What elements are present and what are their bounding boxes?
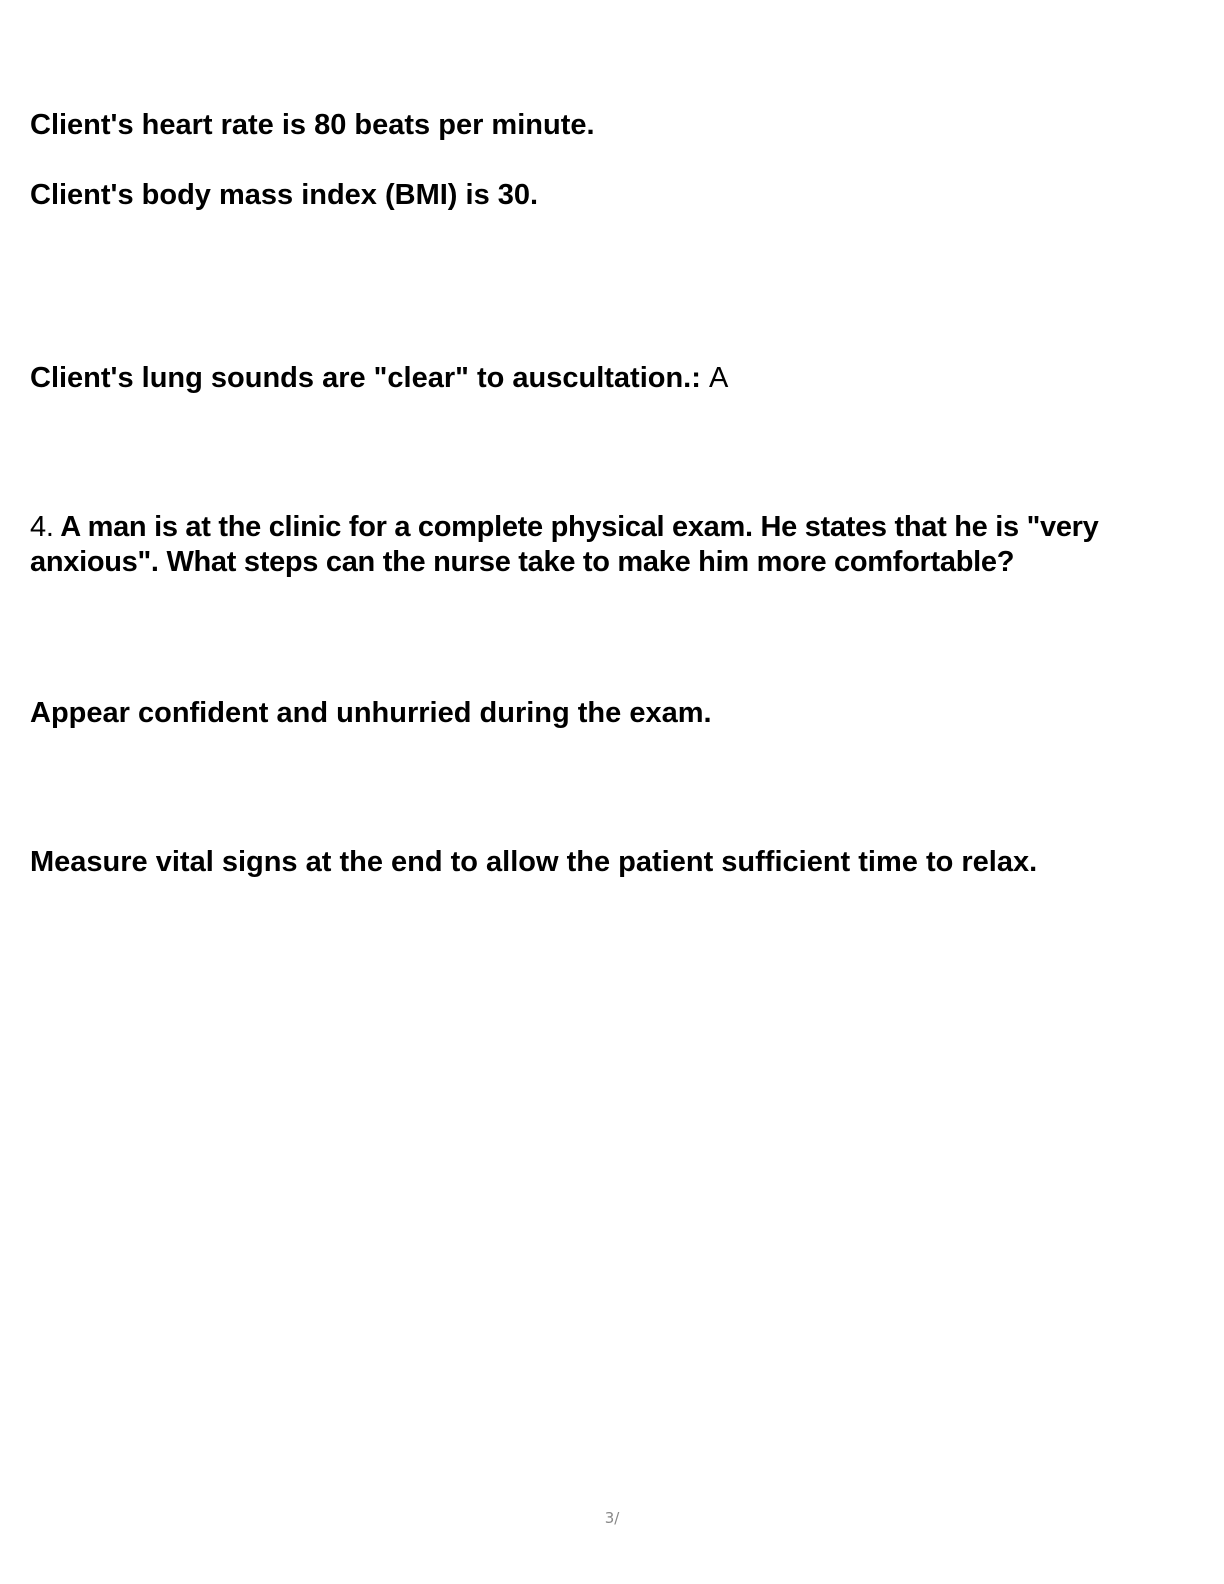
heart-rate-statement: Client's heart rate is 80 beats per minute. [30, 109, 595, 141]
bmi-statement: Client's body mass index (BMI) is 30. [30, 179, 539, 211]
question-4-text-2: anxious". What steps can the nurse take to make him more comfortable? [30, 546, 1015, 578]
lung-sounds-text: Client's lung sounds are "clear" to auscultation.: [30, 362, 701, 394]
question-4 [30, 510, 1200, 580]
question-number: 4. [30, 511, 54, 543]
page-number: 3/ [604, 1509, 620, 1527]
question-4-text-1: A man is at the clinic for a complete physical exam. He states that he is "very [60, 511, 1099, 543]
lung-sounds-statement [30, 361, 728, 395]
answer-option-1: Appear confident and unhurried during the exam. [30, 697, 712, 729]
question-4-line-1 [30, 510, 1200, 545]
lung-sounds-answer: A [708, 362, 729, 394]
answer-option-2: Measure vital signs at the end to allow the patient sufficient time to relax. [30, 846, 1038, 878]
